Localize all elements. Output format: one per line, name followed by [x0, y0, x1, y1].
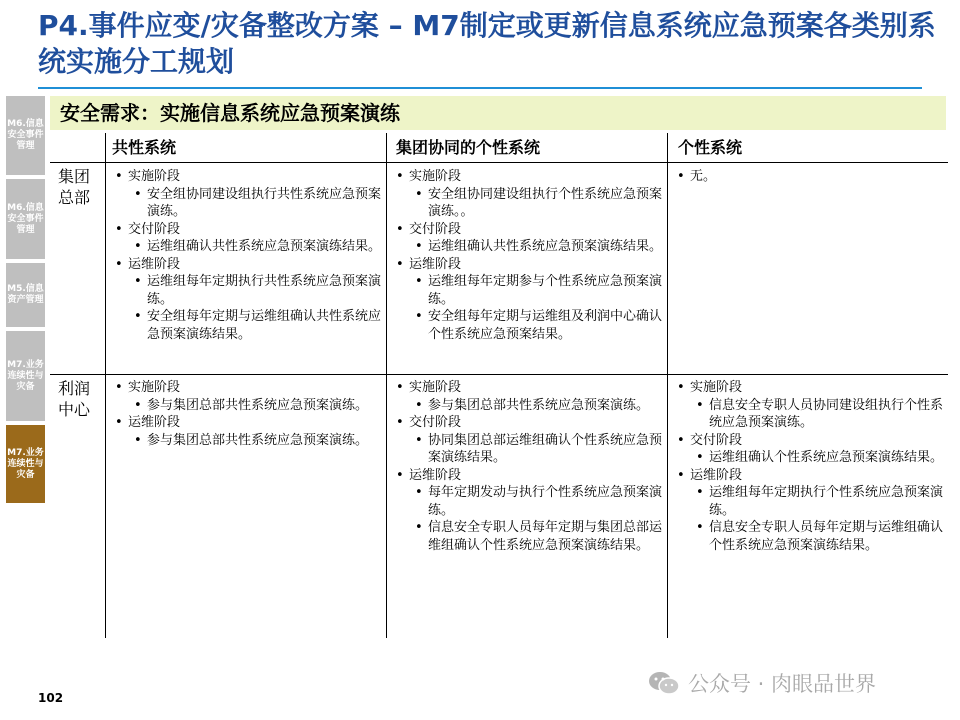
page-number: 102 — [38, 691, 64, 705]
title-divider — [38, 87, 922, 89]
phase-bullet: • 实施阶段 — [389, 379, 665, 397]
responsibility-table — [50, 130, 948, 638]
requirement-banner: 安全需求：实施信息系统应急预案演练 — [50, 96, 946, 130]
column-header-group-coordinated: 集团协同的个性系统 — [396, 138, 541, 157]
phase-bullet: • 交付阶段 — [389, 221, 665, 239]
header-divider — [50, 162, 948, 163]
column-header-individual: 个性系统 — [678, 138, 743, 157]
phase-bullet: • 运维阶段 — [108, 414, 384, 432]
task-bullet: • 安全组每年定期与运维组及利润中心确认个性系统应急预案结果。 — [389, 308, 665, 343]
task-bullet: • 信息安全专职人员每年定期与运维组确认个性系统应急预案演练结果。 — [670, 519, 948, 554]
row-divider — [50, 374, 948, 375]
watermark-text: 公众号 · 肉眼品世界 — [688, 672, 877, 696]
task-bullet: • 参与集团总部共性系统应急预案演练。 — [108, 397, 384, 415]
watermark — [648, 668, 876, 698]
task-bullet: • 安全组协同建设组执行共性系统应急预案演练。 — [108, 186, 384, 221]
phase-bullet: • 运维阶段 — [389, 256, 665, 274]
phase-bullet: • 交付阶段 — [389, 414, 665, 432]
phase-bullet: • 交付阶段 — [670, 432, 948, 450]
column-divider-1 — [105, 133, 106, 638]
task-bullet: • 安全组协同建设组执行个性系统应急预案演练。。 — [389, 186, 665, 221]
cell-hq-individual — [670, 168, 946, 186]
cell-profit-individual — [670, 379, 948, 554]
row-label-profit-center: 利润中心 — [58, 379, 91, 419]
phase-bullet: • 运维阶段 — [670, 467, 948, 485]
task-bullet: • 信息安全专职人员每年定期与集团总部运维组确认个性系统应急预案演练结果。 — [389, 519, 665, 554]
task-bullet: • 运维组确认共性系统应急预案演练结果。 — [108, 238, 384, 256]
task-bullet: • 运维组每年定期执行个性系统应急预案演练。 — [670, 484, 948, 519]
page-title: P4.事件应变/灾备整改方案 – M7制定或更新信息系统应急预案各类别系统实施分工规划 — [38, 9, 936, 78]
task-bullet: • 协同集团总部运维组确认个性系统应急预案演练结果。 — [389, 432, 665, 467]
wechat-icon — [648, 671, 680, 695]
row-label-hq: 集团总部 — [58, 167, 91, 207]
section-sidebar — [6, 96, 45, 507]
task-bullet: • 每年定期发动与执行个性系统应急预案演练。 — [389, 484, 665, 519]
column-header-common: 共性系统 — [112, 138, 177, 157]
cell-profit-common — [108, 379, 384, 449]
phase-bullet: • 实施阶段 — [108, 379, 384, 397]
task-bullet: • 参与集团总部共性系统应急预案演练。 — [389, 397, 665, 415]
task-bullet: • 信息安全专职人员协同建设组执行个性系统应急预案演练。 — [670, 397, 948, 432]
sidebar-tab-m5-asset[interactable]: M5.信息资产管理 — [6, 263, 45, 327]
phase-bullet: • 运维阶段 — [108, 256, 384, 274]
task-bullet: • 运维组确认个性系统应急预案演练结果。 — [670, 449, 948, 467]
task-bullet: • 安全组每年定期与运维组确认共性系统应急预案演练结果。 — [108, 308, 384, 343]
phase-bullet: • 实施阶段 — [108, 168, 384, 186]
column-divider-2 — [386, 133, 387, 638]
column-divider-3 — [667, 133, 668, 638]
sidebar-tab-m7-continuity-active[interactable]: M7.业务连续性与灾备 — [6, 425, 45, 503]
cell-hq-group-coordinated — [389, 168, 665, 343]
sidebar-tab-m6-incident-2[interactable]: M6.信息安全事件管理 — [6, 179, 45, 259]
phase-bullet: • 交付阶段 — [108, 221, 384, 239]
phase-bullet: • 运维阶段 — [389, 467, 665, 485]
phase-bullet: • 实施阶段 — [670, 379, 948, 397]
phase-bullet: • 实施阶段 — [389, 168, 665, 186]
cell-hq-common — [108, 168, 384, 343]
sidebar-tab-m6-incident-1[interactable]: M6.信息安全事件管理 — [6, 96, 45, 175]
task-bullet: • 运维组每年定期参与个性系统应急预案演练。 — [389, 273, 665, 308]
task-bullet: • 运维组每年定期执行共性系统应急预案演练。 — [108, 273, 384, 308]
sidebar-tab-m7-continuity[interactable]: M7.业务连续性与灾备 — [6, 331, 45, 421]
phase-bullet: • 无。 — [670, 168, 946, 186]
task-bullet: • 运维组确认共性系统应急预案演练结果。 — [389, 238, 665, 256]
task-bullet: • 参与集团总部共性系统应急预案演练。 — [108, 432, 384, 450]
cell-profit-group-coordinated — [389, 379, 665, 554]
